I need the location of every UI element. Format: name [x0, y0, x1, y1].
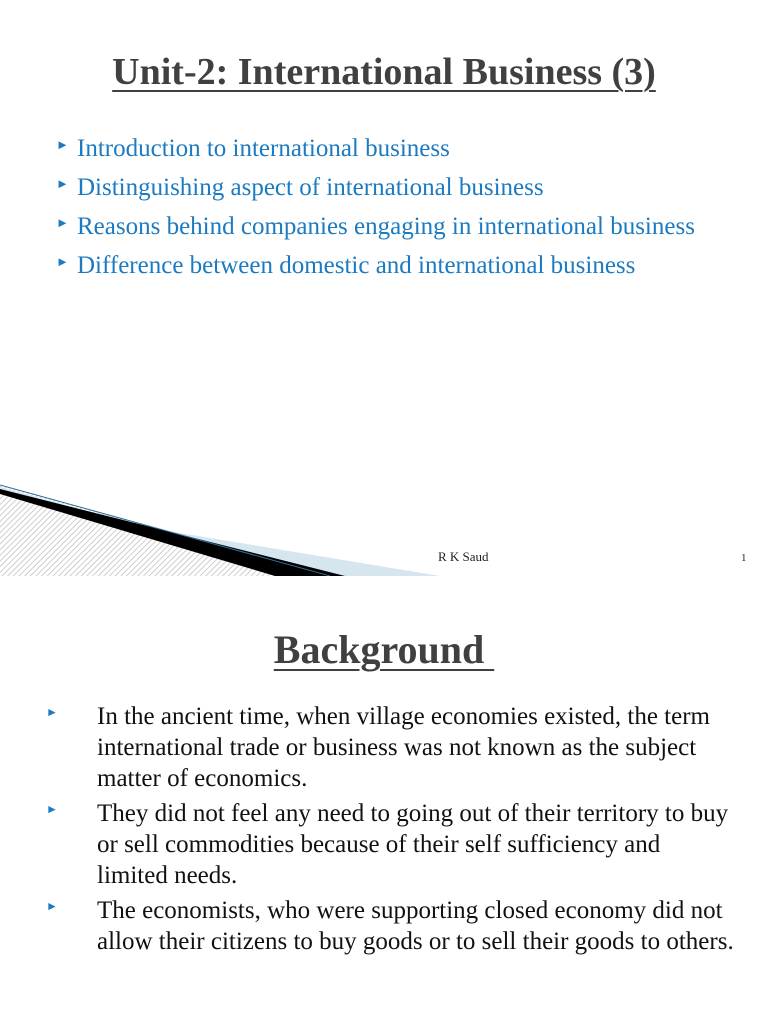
bullet-text: Reasons behind companies engaging in international business — [77, 213, 695, 240]
right-triangle-bullet-icon: ► — [56, 137, 69, 152]
slide-1-title: Unit-2: International Business (3) — [112, 51, 656, 93]
footer-author: R K Saud — [438, 549, 489, 564]
right-triangle-bullet-icon: ► — [46, 705, 58, 719]
slide-2 — [0, 576, 768, 1024]
bullet-text: In the ancient time, when village economies existed, the term international trade or business was not known as the subject matter of economics. — [97, 703, 710, 792]
right-triangle-bullet-icon: ► — [56, 176, 69, 191]
list-item — [56, 249, 746, 283]
list-item — [56, 132, 746, 166]
slide-2-bullet-list — [46, 701, 736, 961]
list-item — [46, 701, 736, 794]
right-triangle-bullet-icon: ► — [46, 899, 58, 913]
bullet-text: The economists, who were supporting closed economy did not allow their citizens to buy goods or to sell their goods to others. — [97, 897, 734, 955]
bullet-text: Difference between domestic and international business — [77, 252, 636, 279]
list-item — [56, 171, 746, 205]
decorative-wedge-graphic — [0, 470, 768, 576]
right-triangle-bullet-icon: ► — [46, 802, 58, 816]
list-item — [46, 798, 736, 891]
list-item — [46, 895, 736, 957]
slide-number: 1 — [741, 552, 747, 564]
right-triangle-bullet-icon: ► — [56, 215, 69, 230]
bullet-text: Introduction to international business — [77, 135, 450, 162]
slide-1-bullet-list — [56, 132, 746, 288]
list-item — [56, 210, 746, 244]
right-triangle-bullet-icon: ► — [56, 254, 69, 269]
slide-2-title: Background — [273, 627, 495, 672]
bullet-text: They did not feel any need to going out of their territory to buy or sell commodities because of their self sufficiency and limited needs. — [97, 800, 729, 889]
bullet-text: Distinguishing aspect of international business — [77, 174, 544, 201]
